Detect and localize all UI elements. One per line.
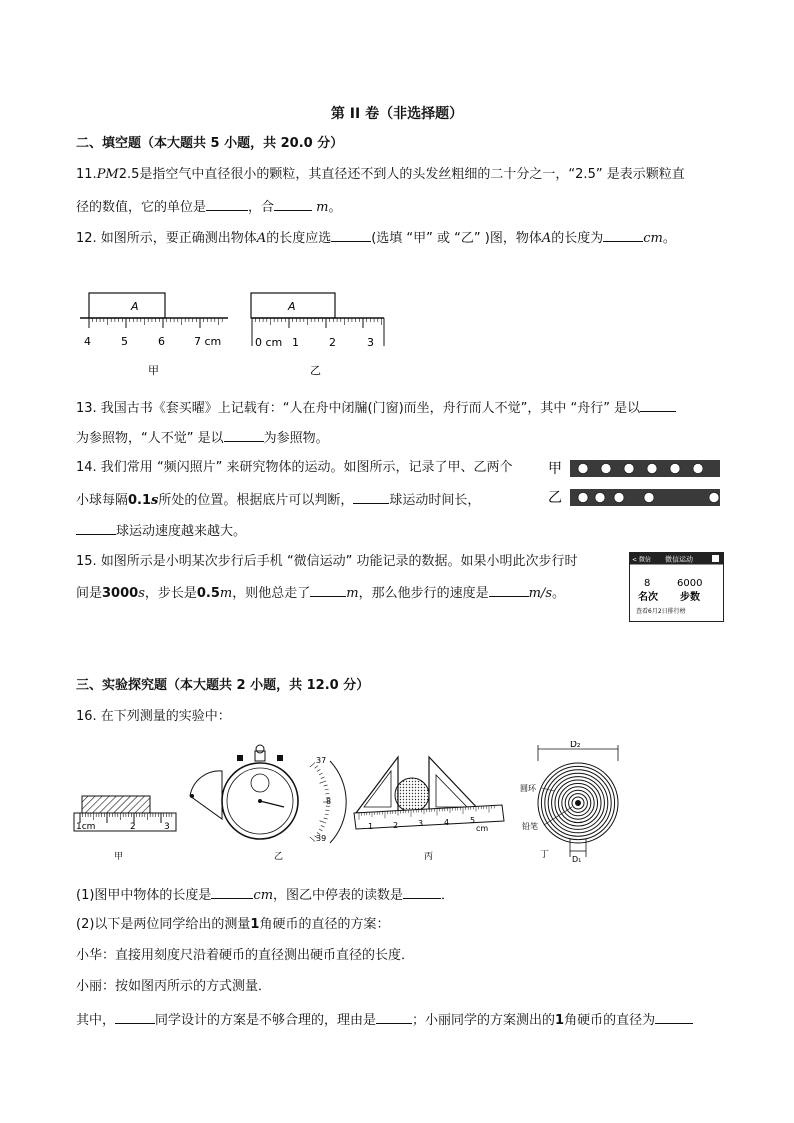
q13-blank-1[interactable] [640,398,676,412]
q16-xiaohua: 小华：直接用刻度尺沿着硬币的直径测出硬币直径的长度． [76,948,415,963]
q16-intro: 16. 在下列测量的实验中： [76,709,231,724]
arc-tick [325,814,329,815]
yi-tick-1: 1 [292,336,299,349]
wechat-steps-label: 步数 [680,592,700,603]
small-dial [190,771,222,819]
q15-text1: 间是 [76,586,103,601]
bing-tick-3: 3 [418,819,424,828]
q16-part2 [76,916,389,934]
q14-text3: 球运动时间长， [389,493,481,508]
q11-line2 [76,197,342,217]
label-pencil: 铅笔 [522,822,538,831]
jia-tick-7: 7 cm [194,335,222,348]
q11-line1 [76,166,685,184]
q16-blank-length[interactable] [211,885,253,899]
yi-tick-3: 3 [367,336,374,349]
q12-unit: cm [643,231,663,246]
strip-jia-label: 甲 [548,461,562,477]
q11-end: 。 [328,200,342,215]
jia-caption: 甲 [148,364,159,377]
q16-text6: 同学设计的方案是不够合理的，理由是 [155,1013,377,1028]
q14-text1: 小球每隔 [76,493,129,508]
q12-text3: (选填 “甲” 或 “乙” )图，物体 [371,231,542,246]
q13-text3: 为参照物。 [263,431,329,446]
q12-blank-choice[interactable] [331,228,371,242]
fig16-caption-ding: 丁 [540,850,550,860]
q11-text1: 2.5是指空气中直径很小的颗粒，其直径还不到人的头发丝粗细的二十分之一，“2.5” 是表示颗粒直 [118,167,685,182]
arc-tick [321,777,325,779]
label-d1: D₁ [572,855,582,864]
yi-tick-2: 2 [329,336,336,349]
q16-end1: ． [441,888,455,903]
q15-blank-speed[interactable] [489,583,529,597]
arc-tick [310,837,315,842]
q14-unit-s: s [151,493,159,508]
fig16-caption-jia: 甲 [114,852,124,862]
arc-tick [315,766,318,768]
arc-tick [325,810,329,811]
ball-yi-5 [709,493,719,503]
q16-text3: (2)以下是两位同学给出的测量 [76,917,251,932]
bing-tick-cm: cm [476,824,489,833]
jia-tick-5: 5 [121,335,128,348]
wechat-footer: 查看6月2日排行榜 [636,608,686,615]
q16-blank-diameter[interactable] [655,1010,693,1024]
q14-line3 [76,521,246,541]
yi-caption: 乙 [310,364,321,377]
q16-unit-cm: cm [253,888,274,903]
ball-yi-3 [614,493,624,503]
jia16-tick-1: 1cm [76,822,96,832]
fig16-caption-bing: 丙 [424,852,434,862]
block-a-yi-label: A [288,300,296,313]
fig16-ding [520,741,618,864]
fig16-caption-yi: 乙 [274,852,284,862]
jia-tick-4: 4 [84,335,91,348]
q11-num: 11. [76,167,97,182]
ball-jia-4 [647,464,657,474]
q16-last-line [76,1010,693,1030]
q13-text2: 为参照物，“人不觉” 是以 [76,431,224,446]
ball-jia-2 [601,464,611,474]
q11-unit: m [316,200,329,215]
q15-wechat-screen [629,552,724,622]
q14-blank-1[interactable] [353,490,389,504]
fig16-bing [354,757,504,862]
yi-tick-0: 0 cm [255,336,283,349]
q11-text3: ，合 [248,200,275,215]
wechat-back: < 微信 [632,556,651,564]
bing-tick-2: 2 [393,821,399,830]
q12-object-a-2: A [541,231,552,246]
arc-tick [319,829,323,831]
section-2-heading: 二、填空题（本大题共 5 小题，共 20.0 分） [76,136,344,151]
q16-text1: (1)图甲中物体的长度是 [76,888,212,903]
q12-line1 [76,228,676,248]
q14-interval: 0.1 [128,493,152,508]
watch-num-39: 39 [316,834,327,843]
q15-text2: ，步长是 [144,586,197,601]
block-a-jia [89,293,165,318]
q15-time: 3000 [102,586,139,601]
ball-jia-3 [624,464,634,474]
q14-text2: 所处的位置。根据底片可以判断， [158,493,354,508]
q16-text8: 角硬币的直径为 [564,1013,656,1028]
q11-pm: PM [96,167,119,182]
q13-blank-2[interactable] [224,428,264,442]
triangle-right [429,757,482,813]
q14-text4: 球运动速度越来越大。 [116,524,247,539]
q16-blank-reason[interactable] [376,1010,412,1024]
fig16-jia [74,796,176,862]
section-3-heading: 三、实验探究题（本大题共 2 小题，共 12.0 分） [76,678,370,693]
q11-text2: 径的数值，它的单位是 [76,200,207,215]
q16-text4: 角硬币的直径的方案： [259,917,390,932]
jia-tick-6: 6 [158,335,165,348]
label-d2: D₂ [570,741,581,750]
arc-tick [324,818,328,819]
q16-text5: 其中， [76,1013,116,1028]
arc-tick [324,785,328,786]
q15-unit-speed: m/s [528,586,552,601]
q12-ruler-figure [76,286,396,386]
ball-yi-2 [595,493,605,503]
q15-line1: 15. 如图所示是小明某次步行后手机 “微信运动” 功能记录的数据。如果小明此次步行时 [76,554,578,569]
q16-text7: ；小丽同学的方案测出的 [412,1013,556,1028]
q12-blank-length[interactable] [603,228,643,242]
ball-yi-1 [578,493,588,503]
user-icon [712,555,719,562]
wechat-steps: 6000 [677,578,703,589]
ball-jia-5 [670,464,680,474]
arc-tick [325,789,329,790]
arc-tick [319,773,323,775]
wechat-rank: 8 [644,578,651,589]
arc-tick [320,781,327,783]
q13-line2 [76,428,329,448]
q15-unit-m: m [219,586,233,601]
block-a-jia-label: A [131,300,139,313]
q16-text2: ，图乙中停表的读数是 [273,888,404,903]
q15-blank-distance[interactable] [310,583,346,597]
q16-xiaoli: 小丽：按如图丙所示的方式测量． [76,979,272,994]
watch-num-8: 8 [326,797,332,806]
ball-jia-6 [693,464,703,474]
ruler-yi [251,293,384,377]
scale-arc [330,761,346,843]
q15-unit-s: s [138,586,145,601]
hatched-block [82,796,150,813]
arc-tick [321,825,325,827]
q14-line2 [76,490,480,510]
q13-line1 [76,398,676,418]
watch-num-37: 37 [316,756,327,765]
q15-step-length: 0.5 [196,586,220,601]
page-title: 第 II 卷（非选择题） [330,106,464,122]
q14-blank-2[interactable] [76,521,116,535]
q15-line2 [76,583,565,603]
fig16-yi-stopwatch [190,745,346,862]
label-ring: 圆环 [520,784,536,793]
q12-text2: 的长度应选 [266,231,332,246]
jia16-tick-3: 3 [164,822,170,832]
q16-blank-student[interactable] [115,1010,155,1024]
wechat-title: 微信运动 [665,555,693,564]
q12-text1: 12. 如图所示，要正确测出物体 [76,231,257,246]
arc-tick [325,793,329,794]
q12-object-a: A [256,231,267,246]
ball-yi-4 [644,493,654,503]
q11-blank-unit[interactable] [206,197,248,211]
wechat-rank-label: 名次 [638,592,658,603]
q15-unit-m-2: m [346,586,359,601]
bing-tick-1: 1 [368,822,374,831]
bing-tick-5: 5 [470,816,476,825]
q15-text4: ，那么他步行的速度是 [358,586,489,601]
q13-text1: 13. 我国古书《套买曜》上记载有：“人在舟中闭牖(门窗)而坐，舟行而人不觉”，其中 “舟行” 是以 [76,401,641,416]
q14-strobe-figure [546,456,724,512]
q16-blank-watch[interactable] [403,885,441,899]
q11-blank-value[interactable] [274,197,312,211]
ruler-jia [80,293,228,377]
q16-figure [72,741,722,865]
q15-text3: ，则他总走了 [232,586,311,601]
arc-tick [310,762,315,767]
q14-line1: 14. 我们常用 “频闪照片” 来研究物体的运动。如图所示，记录了甲、乙两个 [76,460,513,475]
q15-end: 。 [552,586,566,601]
q12-end: 。 [662,231,676,246]
triangle-left [356,757,398,813]
q16-one-2: 1 [555,1013,565,1028]
arc-tick [317,769,320,771]
q12-text4: 的长度为 [551,231,604,246]
jia16-tick-2: 2 [130,822,136,832]
coin [395,778,429,812]
arc-tick [320,821,327,823]
ball-jia-1 [578,464,588,474]
strip-yi-label: 乙 [548,490,562,506]
q16-one: 1 [250,917,260,932]
q16-part1 [76,885,454,905]
bing-tick-4: 4 [444,818,450,827]
